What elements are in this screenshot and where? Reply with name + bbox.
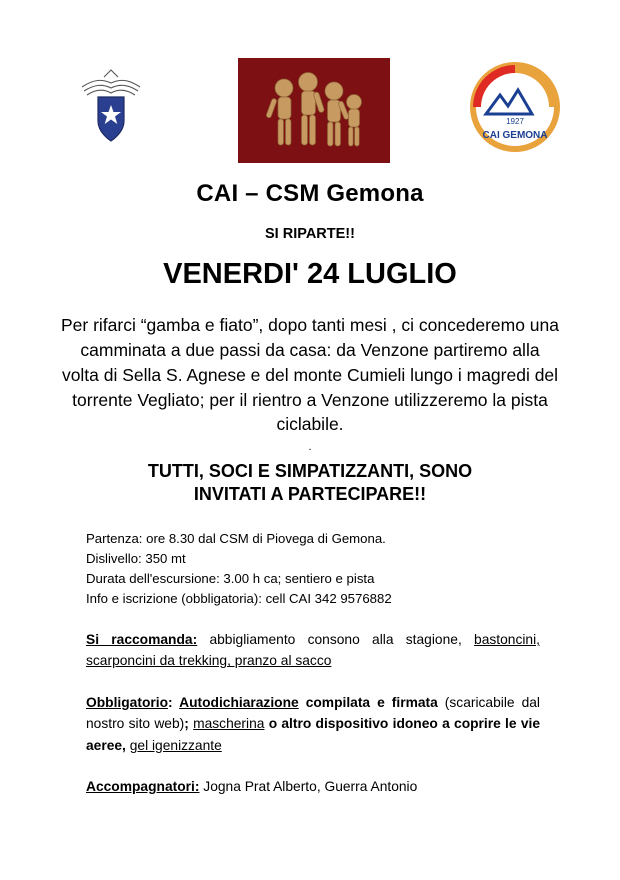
mandatory-item-self-declaration: Autodichiarazione: [179, 694, 299, 710]
mandatory-block: [46, 692, 574, 756]
detail-elevation: Dislivello: 350 mt: [86, 550, 186, 566]
mandatory-item-sanitizer: gel igenizzante: [129, 737, 222, 753]
mandatory-text-2: (scaricabile dal nostro sito web): [86, 694, 540, 732]
details-list: [46, 529, 574, 609]
mandatory-text-3: o altro dispositivo idoneo a coprire le vie aeree,: [86, 716, 541, 753]
detail-departure: Partenza: ore 8.30 dal CSM di Piovega di Gemona.: [86, 530, 386, 546]
recommendations-label: Si raccomanda:: [86, 632, 198, 648]
recommendations-block: [46, 629, 574, 672]
mandatory-colon: :: [168, 694, 180, 710]
intro-paragraph: Per rifarci “gamba e fiato”, dopo tanti mesi , ci concederemo una camminata a due passi da casa: da Venzone partiremo alla volta di Sella S. Agnese e del monte Cumieli lungo i magredi del torrente Vegliato; per il rientro a Venzone utilizzeremo la pista ciclabile.: [60, 315, 559, 435]
call-to-action-line-1: TUTTI, SOCI E SIMPATIZZANTI, SONO: [147, 461, 473, 482]
detail-duration: Durata dell'escursione: 3.00 h ca; sentiero e pista: [86, 570, 375, 586]
wooden-mannequins-photo: [238, 58, 390, 163]
mandatory-text-1: compilata e firmata: [298, 694, 445, 710]
detail-contact: Info e iscrizione (obbligatoria): cell CAI 342 9576882: [86, 590, 392, 606]
mandatory-semicolon: ;: [184, 716, 194, 732]
mandatory-label: Obbligatorio: [86, 694, 169, 710]
recommendations-underlined: bastoncini, scarponcini da trekking, pranzo al sacco: [86, 632, 541, 669]
guides-names: Jogna Prat Alberto, Guerra Antonio: [199, 778, 418, 794]
page-title: CAI – CSM Gemona: [196, 180, 424, 207]
separator-dot: .: [308, 441, 312, 454]
cai-logo-year: 1927: [506, 117, 524, 126]
cai-gemona-logo-icon: [470, 62, 560, 152]
mandatory-item-mask: mascherina: [193, 716, 265, 732]
header-logos: [46, 40, 574, 160]
guides-block: [46, 776, 574, 797]
subtitle: SI RIPARTE!!: [265, 226, 355, 242]
event-date: VENERDI' 24 LUGLIO: [163, 258, 457, 290]
call-to-action-line-2: INVITATI A PARTECIPARE!!: [193, 484, 427, 505]
call-to-action: [46, 460, 574, 507]
guides-label: Accompagnatori:: [86, 778, 200, 794]
recommendations-text: abbigliamento consono alla stagione,: [197, 632, 475, 648]
ana-alpini-emblem-icon: [74, 65, 148, 147]
cai-logo-text: CAI GEMONA: [482, 130, 548, 141]
